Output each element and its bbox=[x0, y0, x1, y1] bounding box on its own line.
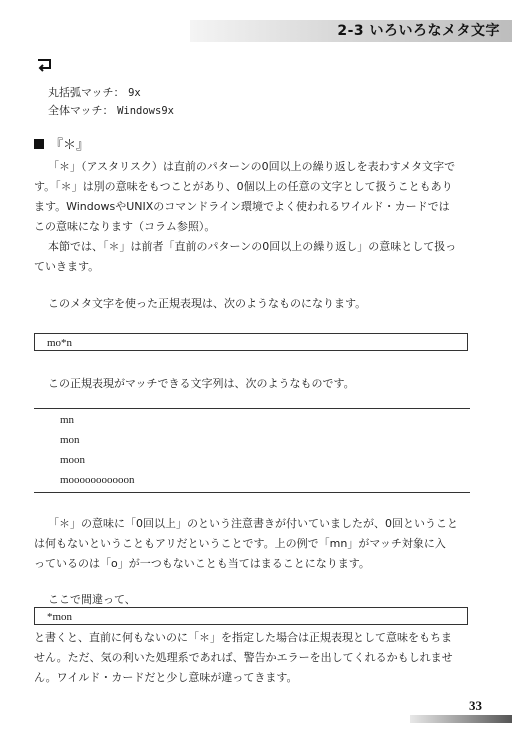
paragraph-line: ます。WindowsやUNIXのコマンドライン環境でよく使われるワイルド・カードでは bbox=[34, 200, 450, 213]
paragraph-line: 本節では、「＊」は前者「直前のパターンの0回以上の繰り返し」の意味として扱っ bbox=[48, 240, 457, 253]
example-label: 全体マッチ： bbox=[48, 104, 114, 117]
match-item: mon bbox=[60, 434, 80, 446]
intro-regex-text: このメタ文字を使った正規表現は、次のようなものになります。 bbox=[48, 297, 367, 310]
match-item: mooooooooooon bbox=[60, 474, 135, 486]
footer-bar bbox=[410, 715, 512, 723]
matches-bottom-rule bbox=[34, 492, 470, 493]
match-item: mn bbox=[60, 414, 75, 426]
example-value: Windows9x bbox=[117, 105, 174, 117]
example-value: 9x bbox=[128, 87, 141, 99]
mistake-example-box: *mon bbox=[34, 607, 468, 625]
arrow-icon bbox=[36, 57, 58, 73]
paragraph-line: せん。ただ、気の利いた処理系であれば、警告かエラーを出してくれるかもしれませ bbox=[34, 651, 453, 664]
paragraph-line: 「＊」の意味に「0回以上」のという注意書きが付いていましたが、0回ということ bbox=[48, 517, 458, 530]
paragraph-line: と書くと、直前に何もないのに「＊」を指定した場合は正規表現として意味をもちま bbox=[34, 631, 452, 644]
match-item: moon bbox=[60, 454, 86, 466]
paragraph-line: っているのは「o」が一つもないことも当てはまることになります。 bbox=[34, 557, 370, 570]
square-bullet-icon bbox=[34, 139, 44, 149]
regex-example-box: mo*n bbox=[34, 333, 468, 351]
page-number: 33 bbox=[469, 698, 482, 713]
matches-top-rule bbox=[34, 408, 470, 409]
section-heading-text: 『＊』 bbox=[50, 138, 90, 153]
paragraph-line: この意味になります（コラム参照）。 bbox=[34, 220, 216, 233]
example-label: 丸括弧マッチ： bbox=[48, 86, 125, 99]
example-whole-match bbox=[48, 102, 174, 118]
paragraph-line: 「＊」（アスタリスク）は直前のパターンの0回以上の繰り返しを表わすメタ文字で bbox=[48, 160, 456, 173]
example-paren-match bbox=[48, 84, 141, 100]
paragraph-line: ていきます。 bbox=[34, 260, 100, 273]
paragraph-line: ん。ワイルド・カードだと少し意味が違ってきます。 bbox=[34, 671, 298, 684]
page-header-title: 2-3 いろいろなメタ文字 bbox=[337, 23, 500, 39]
intro-mistake-text: ここで間違って、 bbox=[48, 593, 136, 606]
paragraph-line: す。「＊」は別の意味をもつことがあり、0個以上の任意の文字として扱うこともあり bbox=[34, 180, 453, 193]
intro-matches-text: この正規表現がマッチできる文字列は、次のようなものです。 bbox=[48, 377, 355, 390]
paragraph-line: は何もないということもアリだということです。上の例で「mn」がマッチ対象に入 bbox=[34, 537, 446, 550]
section-heading bbox=[34, 134, 89, 153]
